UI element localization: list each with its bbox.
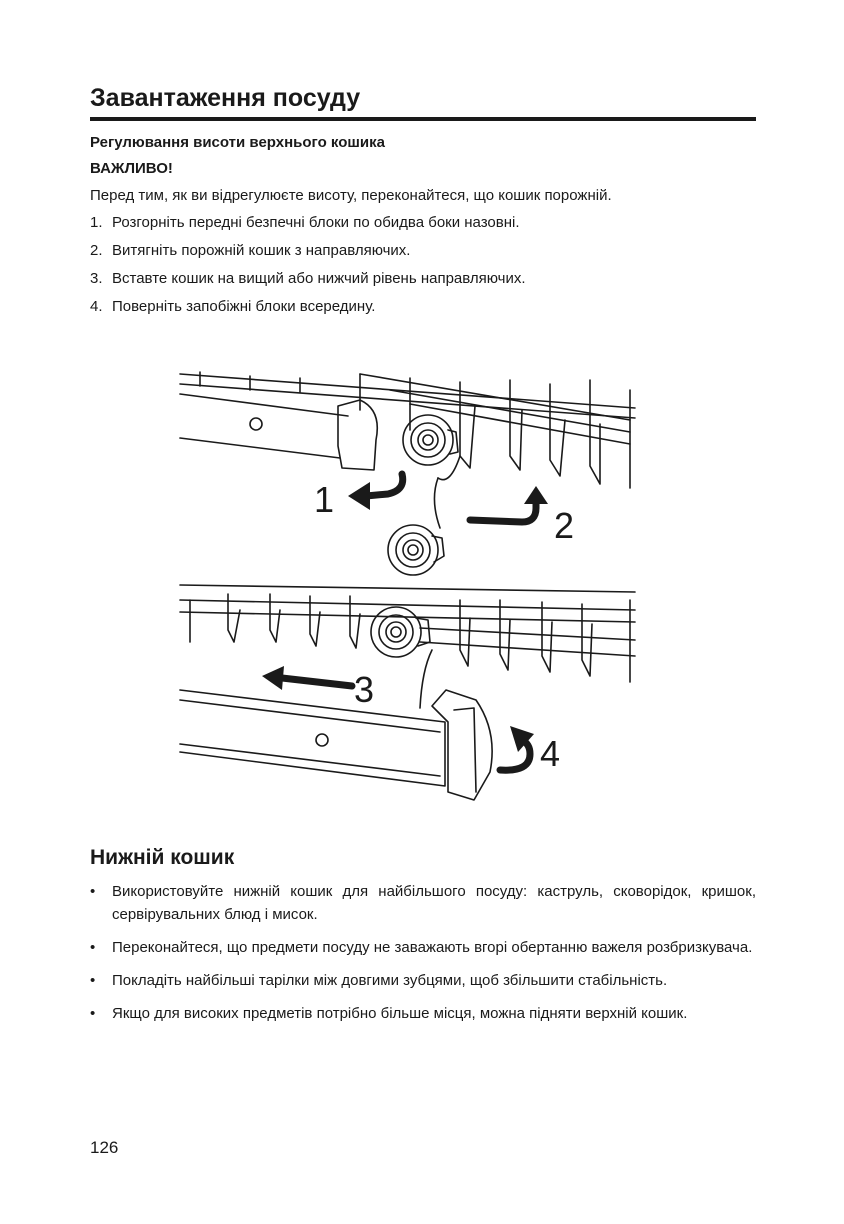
arrow-3 bbox=[282, 678, 352, 686]
basket-frame-side bbox=[438, 456, 460, 480]
step-item bbox=[90, 270, 770, 298]
title-rule bbox=[90, 117, 756, 121]
bullet-mark: • bbox=[90, 883, 96, 900]
arrow-2-head bbox=[524, 486, 548, 504]
step-item bbox=[90, 242, 770, 270]
upper-wheel bbox=[403, 415, 458, 465]
lower-safety-block bbox=[432, 690, 492, 800]
list-item bbox=[90, 936, 756, 959]
bullet-mark: • bbox=[90, 939, 96, 956]
lower-rail bbox=[180, 690, 445, 786]
section-subheading: Регулювання висоти верхнього кошика bbox=[90, 134, 385, 151]
bullet-text: Використовуйте нижній кошик для найбільшого посуду: каструль, сковорідок, кришок, сервірувальних блюд і мисок. bbox=[112, 883, 756, 923]
step-text: Вставте кошик на вищий або нижчий рівень направляючих. bbox=[112, 270, 526, 287]
arrow-1 bbox=[366, 474, 403, 496]
step-number: 3. bbox=[90, 270, 103, 287]
callout-4: 4 bbox=[540, 733, 561, 774]
arrow-1-head bbox=[348, 482, 370, 510]
lower-basket-title: Нижній кошик bbox=[90, 846, 235, 869]
instruction-steps bbox=[90, 214, 770, 326]
arrow-4 bbox=[500, 740, 530, 770]
lower-basket-tips bbox=[90, 880, 756, 1035]
list-item bbox=[90, 969, 756, 992]
list-item bbox=[90, 880, 756, 926]
page-title: Завантаження посуду bbox=[90, 84, 361, 112]
bullet-text: Якщо для високих предметів потрібно більше місця, можна підняти верхній кошик. bbox=[112, 1005, 688, 1022]
step-text: Розгорніть передні безпечні блоки по обидва боки назовні. bbox=[112, 214, 520, 231]
basket-diagram bbox=[170, 360, 640, 810]
callout-2: 2 bbox=[554, 505, 575, 546]
upper-rail bbox=[180, 394, 348, 458]
basket-adjustment-illustration bbox=[170, 360, 640, 810]
page-number: 126 bbox=[90, 1138, 119, 1157]
important-label: ВАЖЛИВО! bbox=[90, 160, 173, 177]
step-text: Витягніть порожній кошик з направляючих. bbox=[112, 242, 411, 259]
step-number: 4. bbox=[90, 298, 103, 315]
middle-wheel bbox=[388, 525, 444, 575]
wheel-bracket bbox=[434, 478, 440, 528]
step-item bbox=[90, 298, 770, 326]
bullet-mark: • bbox=[90, 1005, 96, 1022]
step-item bbox=[90, 214, 770, 242]
upper-safety-block bbox=[338, 400, 377, 470]
important-note: Перед тим, як ви відрегулюєте висоту, переконайтеся, що кошик порожній. bbox=[90, 187, 612, 204]
bullet-mark: • bbox=[90, 972, 96, 989]
step-number: 1. bbox=[90, 214, 103, 231]
lower-wheel bbox=[371, 607, 430, 657]
callout-1: 1 bbox=[314, 479, 335, 520]
bullet-text: Переконайтеся, що предмети посуду не заважають вгорі обертанню важеля розбризкувача. bbox=[112, 939, 753, 956]
lower-bracket bbox=[420, 650, 432, 708]
arrow-3-head bbox=[262, 666, 284, 690]
callout-3: 3 bbox=[354, 669, 375, 710]
step-text: Поверніть запобіжні блоки всередину. bbox=[112, 298, 376, 315]
bullet-text: Покладіть найбільші тарілки між довгими зубцями, щоб збільшити стабільність. bbox=[112, 972, 668, 989]
lower-basket-wires bbox=[180, 585, 635, 682]
upper-basket-wires bbox=[180, 372, 635, 488]
lower-safety-block-inner bbox=[454, 708, 476, 792]
list-item bbox=[90, 1002, 756, 1025]
step-number: 2. bbox=[90, 242, 103, 259]
